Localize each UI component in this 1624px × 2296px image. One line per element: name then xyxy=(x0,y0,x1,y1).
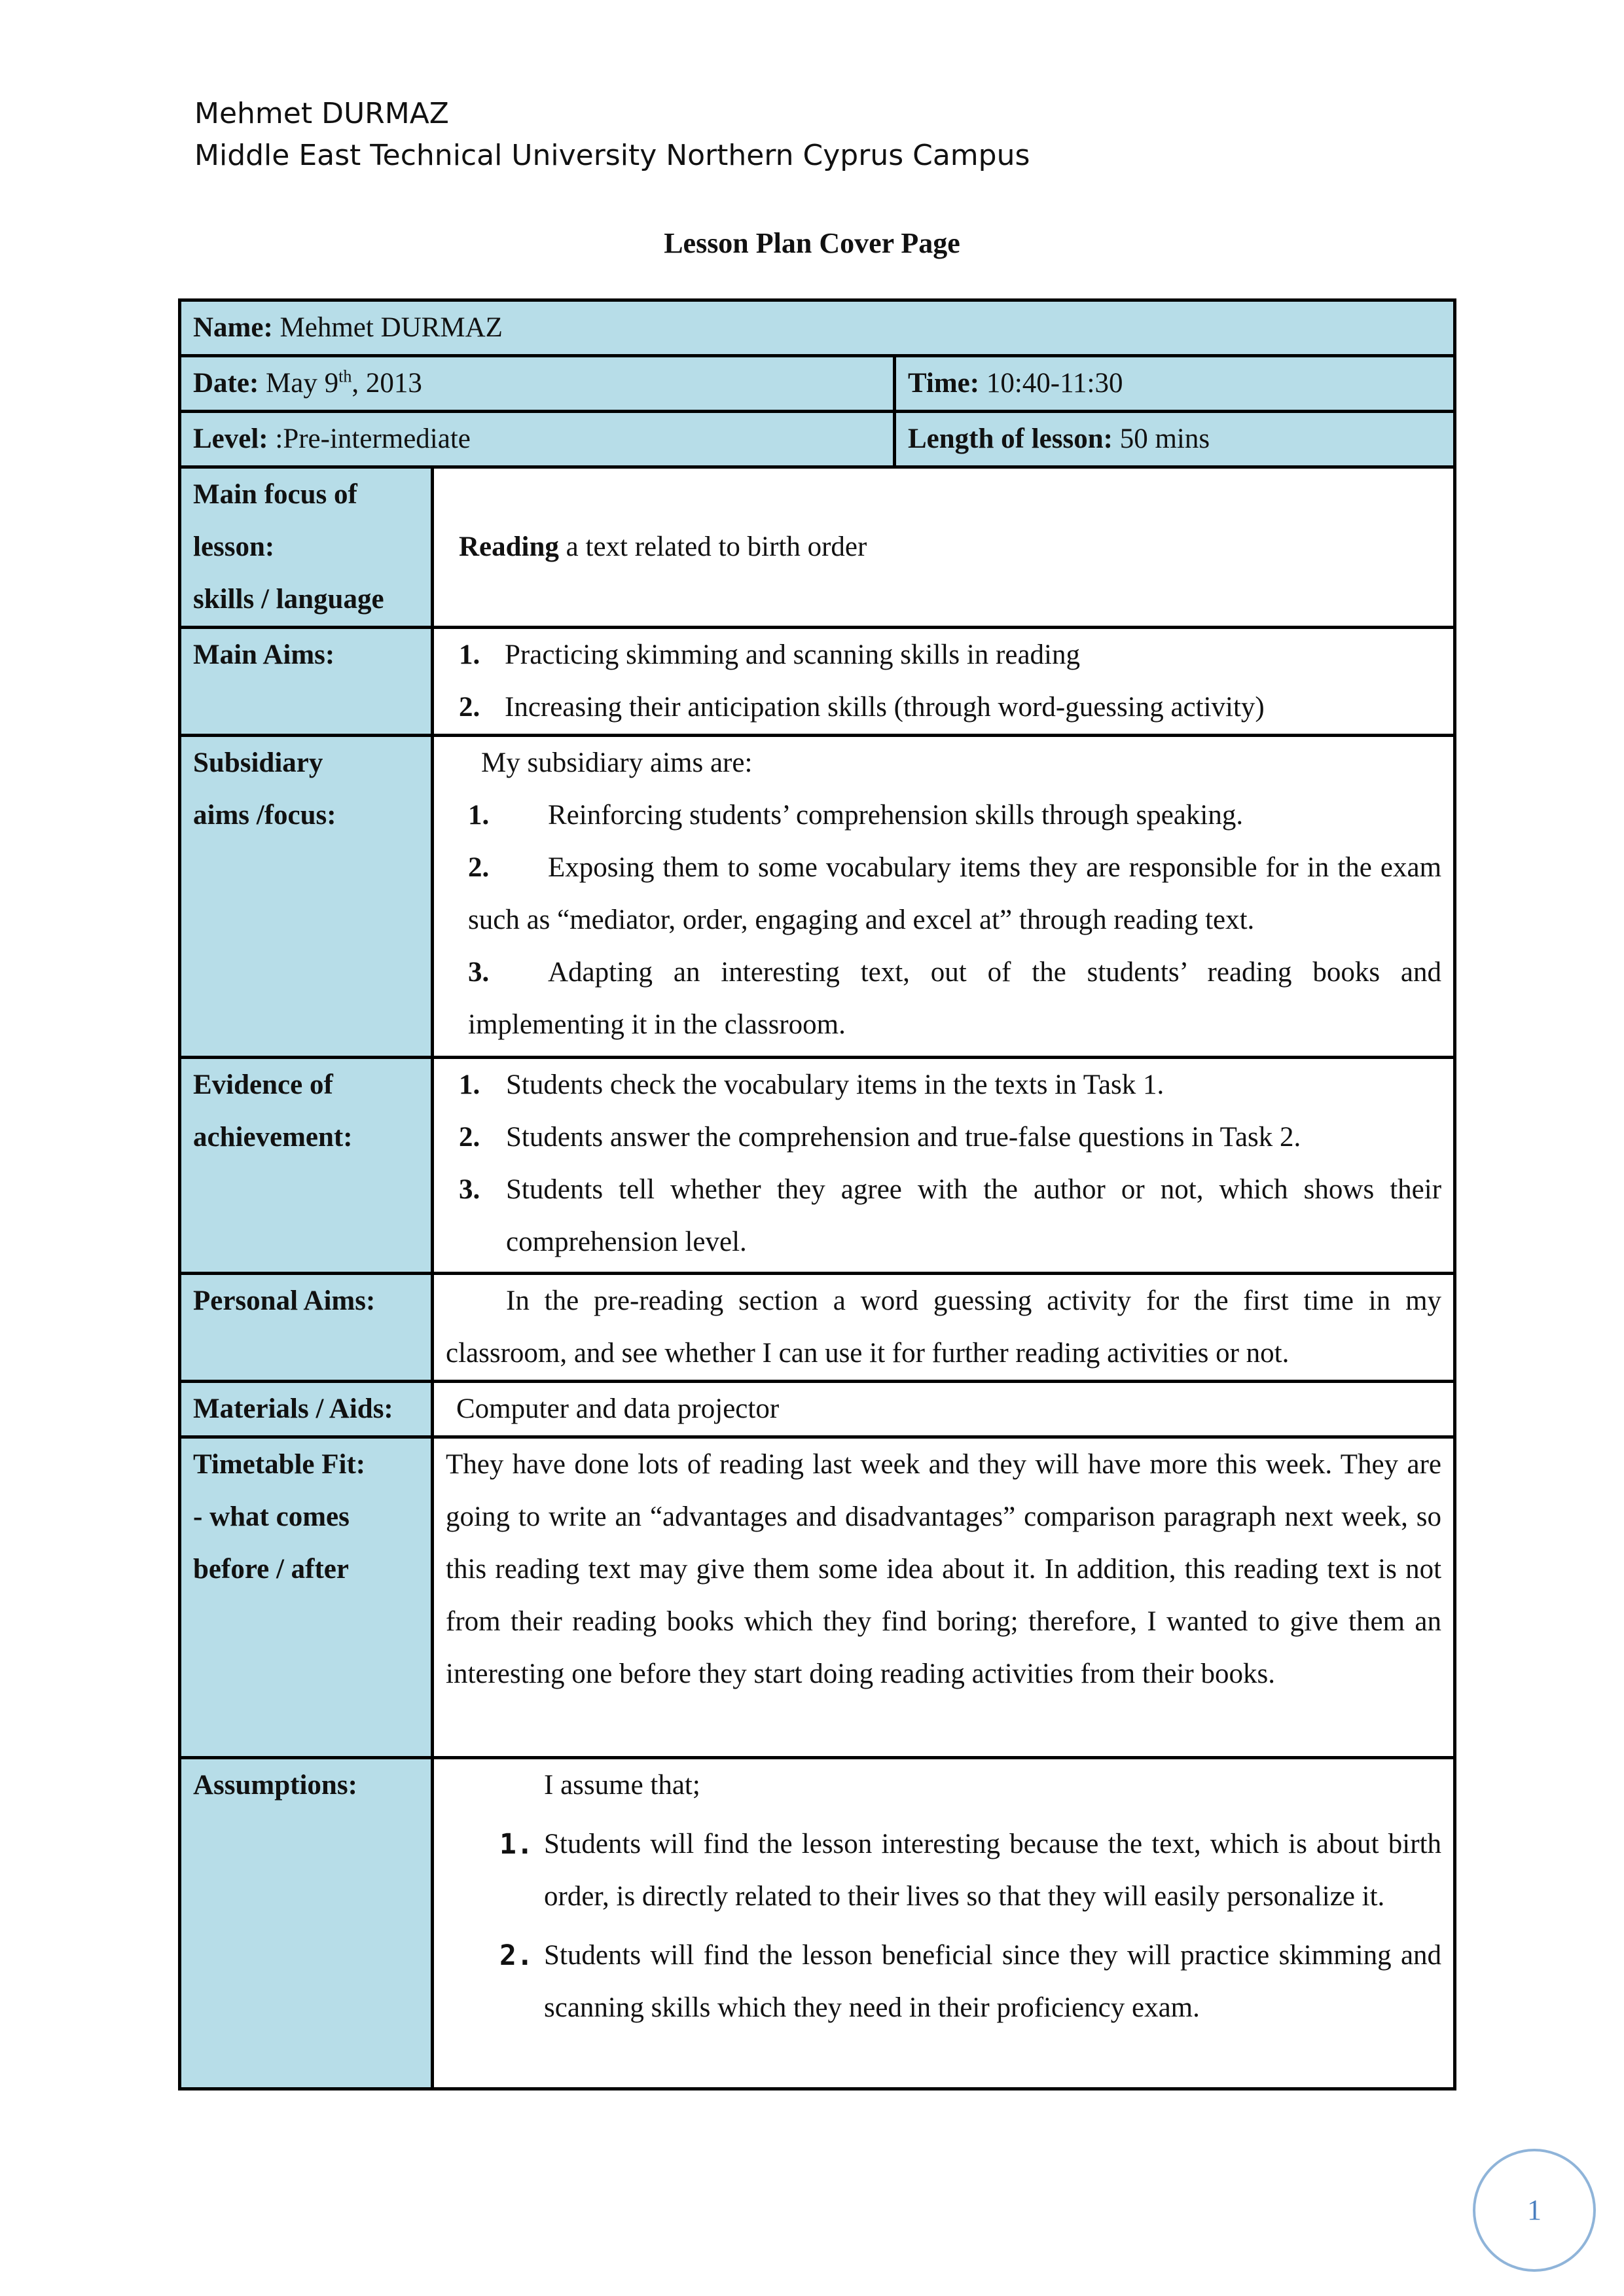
timetable-fit-label: Timetable Fit: - what comes before / after xyxy=(180,1437,433,1758)
date-time-row xyxy=(180,356,1455,412)
main-focus-value xyxy=(433,467,1455,628)
list-item: 3. Adapting an interesting text, out of the students’ reading books and implementing it in the classroom. xyxy=(468,957,1442,1040)
timetable-fit-value: They have done lots of reading last week and they will have more this week. They are going to write an “advantages and disadvantages” comparison paragraph next week, so this reading text may give them some idea about it. In addition, this reading text is not from their reading books which they find boring; therefore, I wanted to give them an interesting one before they start doing reading activities from their books. xyxy=(433,1437,1455,1758)
assumptions-row xyxy=(180,1758,1455,2089)
evidence-label: Evidence of achievement: xyxy=(180,1058,433,1274)
name-value: Mehmet DURMAZ xyxy=(272,312,503,343)
level-value: :Pre-intermediate xyxy=(268,423,471,454)
focus-skill: Reading xyxy=(459,531,559,562)
list-item: 2. Students will find the lesson beneficial since they will practice skimming and scanning skills which they need in their proficiency exam. xyxy=(499,1939,1442,2023)
assumptions-label: Assumptions: xyxy=(180,1758,433,2089)
materials-value: Computer and data projector xyxy=(433,1382,1455,1437)
assumptions-value xyxy=(433,1758,1455,2089)
subsidiary-aims-label: Subsidiary aims /focus: xyxy=(180,736,433,1058)
time-cell xyxy=(895,356,1455,412)
focus-text: a text related to birth order xyxy=(558,531,867,562)
list-item: 1. Students check the vocabulary items in the texts in Task 1. xyxy=(459,1069,1164,1100)
list-item: 1. Practicing skimming and scanning skills in reading xyxy=(459,639,1080,670)
time-label: Time: xyxy=(908,368,980,399)
personal-aims-row xyxy=(180,1274,1455,1382)
subsidiary-aims-row xyxy=(180,736,1455,1058)
materials-label: Materials / Aids: xyxy=(180,1382,433,1437)
date-cell xyxy=(180,356,895,412)
length-cell xyxy=(895,412,1455,467)
length-label: Length of lesson: xyxy=(908,423,1113,454)
level-length-row xyxy=(180,412,1455,467)
name-label: Name: xyxy=(193,312,273,343)
list-item: 3. Students tell whether they agree with the author or not, which shows their comprehension level. xyxy=(459,1174,1442,1257)
date-value: May 9th, 2013 xyxy=(259,367,422,399)
main-aims-value xyxy=(433,628,1455,736)
list-item: 2. Students answer the comprehension and true-false questions in Task 2. xyxy=(459,1122,1301,1153)
evidence-row xyxy=(180,1058,1455,1274)
author-name: Mehmet DURMAZ xyxy=(194,97,449,130)
timetable-fit-row xyxy=(180,1437,1455,1758)
materials-row xyxy=(180,1382,1455,1437)
personal-aims-label: Personal Aims: xyxy=(180,1274,433,1382)
main-focus-label: Main focus of lesson: skills / language xyxy=(180,467,433,628)
list-item: 2. Exposing them to some vocabulary items they are responsible for in the exam such as “mediator, order, engaging and excel at” through reading text. xyxy=(468,852,1442,935)
level-label: Level: xyxy=(193,423,268,454)
length-value: 50 mins xyxy=(1112,423,1210,454)
institution-name: Middle East Technical University Northern Cyprus Campus xyxy=(194,139,1030,172)
name-row xyxy=(180,300,1455,356)
list-item: 1. Reinforcing students’ comprehension skills through speaking. xyxy=(468,800,1244,831)
main-aims-row xyxy=(180,628,1455,736)
level-cell xyxy=(180,412,895,467)
date-label: Date: xyxy=(193,368,259,399)
main-focus-row xyxy=(180,467,1455,628)
page-number: 1 xyxy=(1527,2194,1542,2226)
name-cell xyxy=(180,300,1455,356)
evidence-value xyxy=(433,1058,1455,1274)
subsidiary-aims-value xyxy=(433,736,1455,1058)
page-title: Lesson Plan Cover Page xyxy=(664,227,960,259)
list-item: 1. Students will find the lesson interesting because the text, which is about birth order, is directly related to their lives so that they will easily personalize it. xyxy=(499,1828,1442,1912)
assumptions-intro: I assume that; xyxy=(544,1770,700,1801)
subsidiary-intro: My subsidiary aims are: xyxy=(481,747,753,778)
main-aims-label: Main Aims: xyxy=(180,628,433,736)
lesson-plan-table xyxy=(178,298,1456,2090)
time-value: 10:40-11:30 xyxy=(979,368,1123,399)
personal-aims-value: In the pre-reading section a word guessing activity for the first time in my classroom, and see whether I can use it for further reading activities or not. xyxy=(433,1274,1455,1382)
list-item: 2. Increasing their anticipation skills (through word-guessing activity) xyxy=(459,692,1265,723)
